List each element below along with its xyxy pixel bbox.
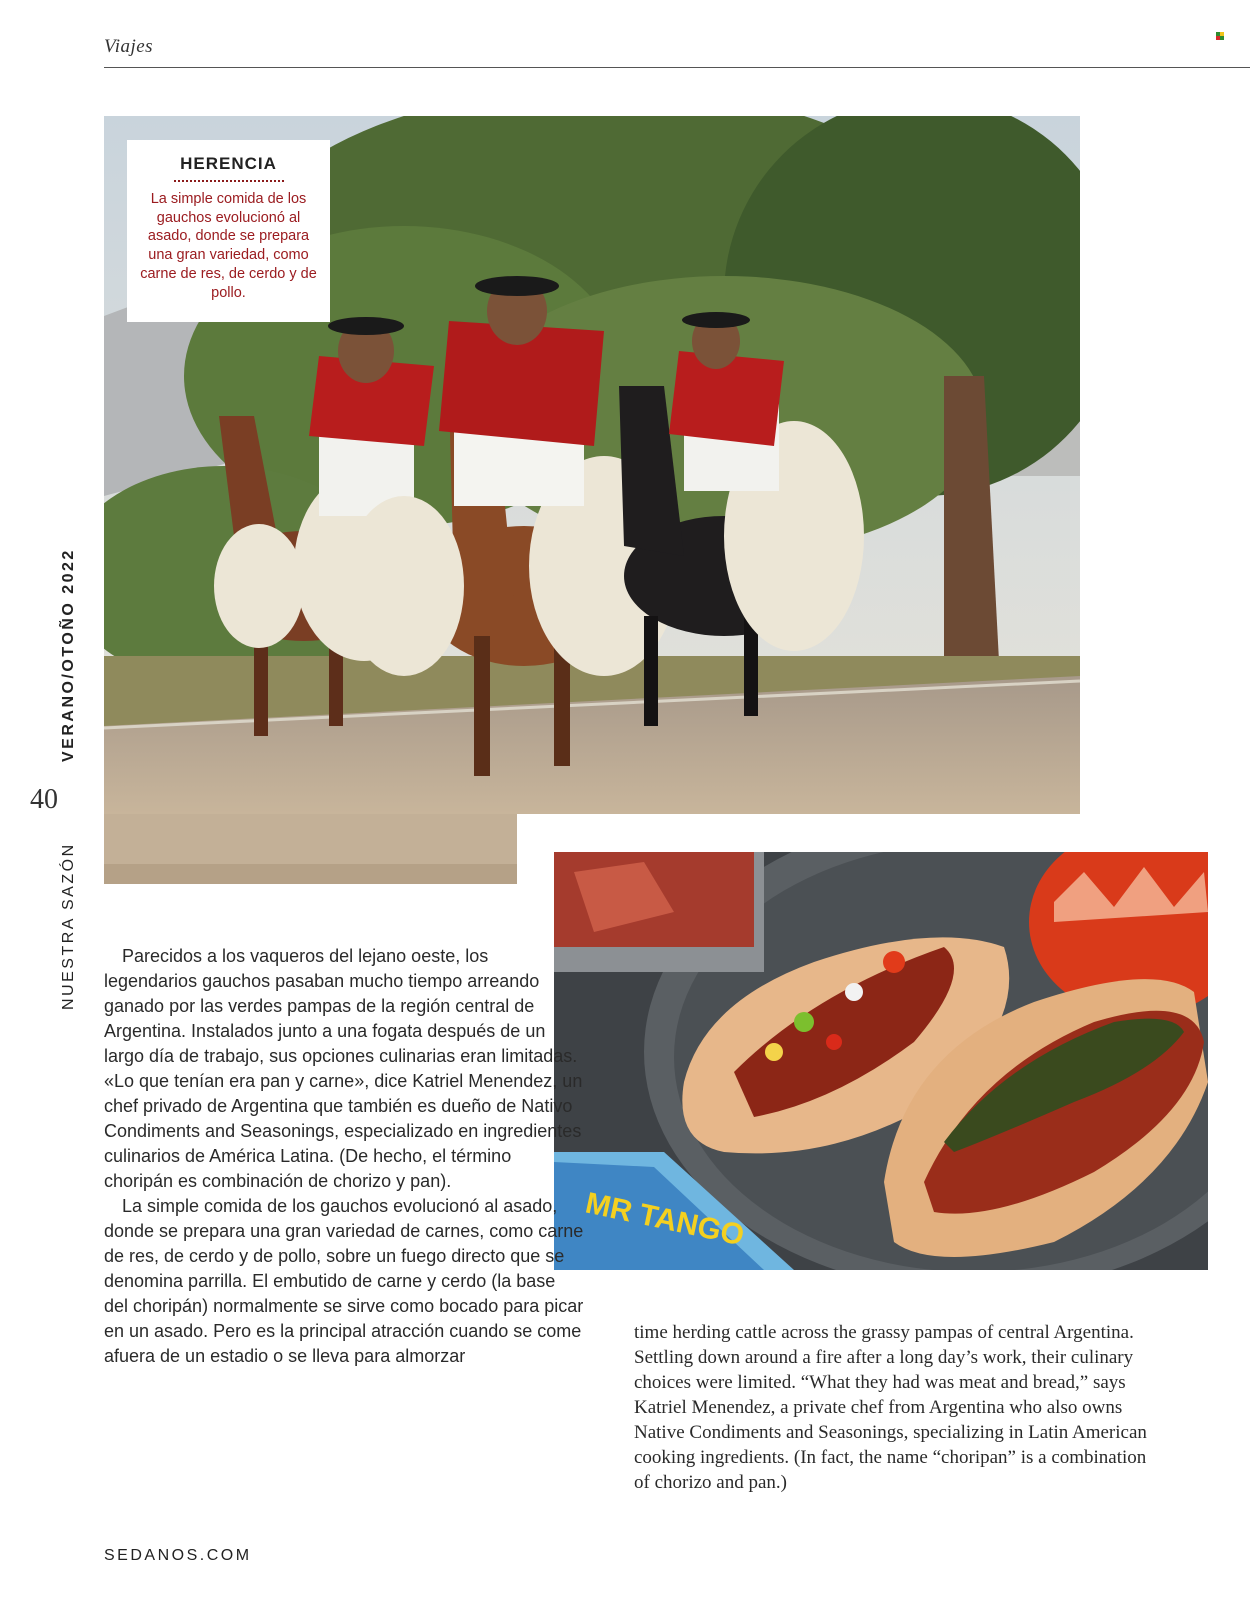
section-label: Viajes xyxy=(104,36,154,57)
body-paragraph: La simple comida de los gauchos evolucionó al asado, donde se prepara una gran variedad de carnes, como carne de res, de cerdo y de pollo, sobre un fuego directo que se denomina parrilla. El embutido de carne y cerdo (la base del choripán) normalmente se sirve como bocado para picar en un asado. Pero es la principal atracción cuando se come afuera de un estadio o se lleva para almorzar xyxy=(104,1196,584,1366)
callout-text: La simple comida de los gauchos evolucionó al asado, donde se prepara una gran variedad, como carne de res, de cerdo y de pollo. xyxy=(140,191,317,301)
choripan-sandwiches-photo xyxy=(554,852,1208,1270)
footer-website: SEDANOS.COM xyxy=(104,1547,252,1564)
corner-mark-icon xyxy=(1216,32,1224,40)
body-paragraph: time herding cattle across the grassy pampas of central Argentina. Settling down around a fire after a long day’s work, their culinary choices were limited. “What they had was meat and bread,” says Katriel Menendez, a private chef from Argentina who also owns Native Condiments and Seasonings, specializing in Latin American cooking ingredients. (In fact, the name “choripan” is a combination of chorizo and pan.) xyxy=(634,1322,1147,1493)
page-number: 40 xyxy=(30,784,58,815)
callout-divider xyxy=(174,180,284,182)
body-text-english xyxy=(634,1320,1154,1495)
magazine-name: NUESTRA SAZÓN xyxy=(60,842,77,1010)
body-paragraph: Parecidos a los vaqueros del lejano oeste, los legendarios gauchos pasaban mucho tiempo arreando ganado por las verdes pampas de la región central de Argentina. Instalados junto a una fogata después de un largo día de trabajo, sus opciones culinarias eran limitadas. «Lo que tenían era pan y carne», dice Katriel Menendez, un chef privado de Argentina que también es dueño de Nativo Condiments and Seasonings, especializado en ingredientes culinarios de América Latina. (De hecho, el término choripán es combinación de chorizo y pan). xyxy=(104,946,583,1191)
issue-label: VERANO/OTOÑO 2022 xyxy=(60,548,77,762)
body-text-spanish xyxy=(104,944,584,1369)
header-rule xyxy=(104,67,1250,68)
callout-title: HERENCIA xyxy=(180,154,277,173)
package-brand-label: MR TANGO xyxy=(582,1186,747,1253)
gauchos-photo-extension xyxy=(104,814,517,884)
heritage-callout xyxy=(127,140,330,322)
